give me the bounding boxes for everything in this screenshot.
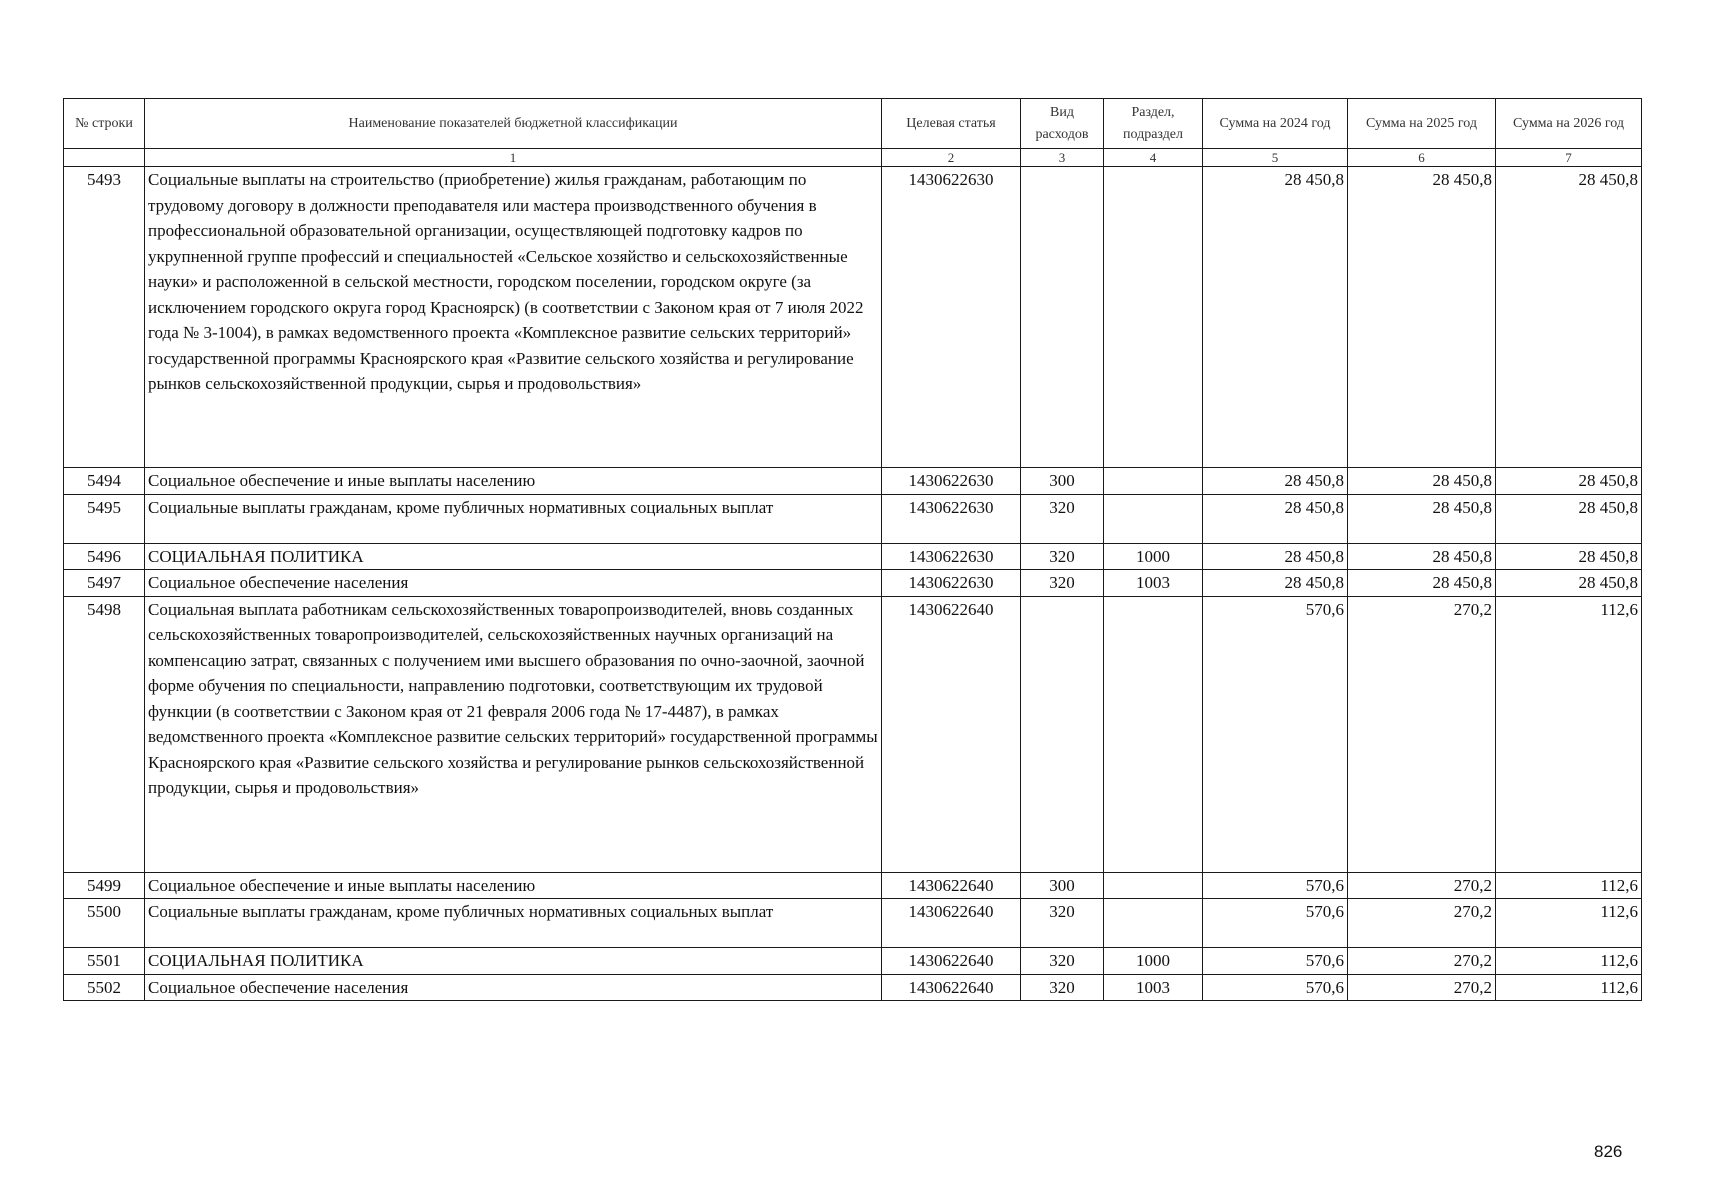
table-row: [64, 974, 1642, 1001]
header-indicator-name: Наименование показателей бюджетной классификации: [145, 99, 882, 149]
section-code: 1000: [1104, 543, 1203, 570]
header-target-article: Целевая статья: [882, 99, 1021, 149]
sum-2024: 570,6: [1203, 596, 1348, 872]
column-number: 5: [1203, 149, 1348, 167]
header-section: Раздел, подраздел: [1104, 99, 1203, 149]
section-code: 1003: [1104, 974, 1203, 1001]
table-row: [64, 468, 1642, 495]
row-number: 5496: [64, 543, 145, 570]
sum-2026: 28 450,8: [1496, 468, 1642, 495]
sum-2026: 112,6: [1496, 948, 1642, 975]
sum-2025: 270,2: [1348, 872, 1496, 899]
target-article: 1430622640: [882, 974, 1021, 1001]
section-code: [1104, 899, 1203, 948]
expense-type: 320: [1021, 494, 1104, 543]
table-row: [64, 167, 1642, 468]
target-article: 1430622640: [882, 596, 1021, 872]
sum-2025: 270,2: [1348, 974, 1496, 1001]
sum-2026: 112,6: [1496, 899, 1642, 948]
indicator-name: Социальные выплаты на строительство (приобретение) жилья гражданам, работающим по трудовому договору в должности преподавателя или мастера производственного обучения в профессиональной образовательной организации, осуществляющей подготовку кадров по укрупненной группе профессий и специальностей «Сельское хозяйство и сельскохозяйственные науки» и расположенной в сельской местности, городском поселении, городском округе (за исключением городского округа город Красноярск) (в соответствии с Законом края от 7 июля 2022 года № 3-1004), в рамках ведомственного проекта «Комплексное развитие сельских территорий» государственной программы Красноярского края «Развитие сельского хозяйства и регулирование рынков сельскохозяйственной продукции, сырья и продовольствия»: [145, 167, 882, 468]
budget-table: [63, 98, 1642, 1001]
expense-type: [1021, 596, 1104, 872]
sum-2025: 28 450,8: [1348, 543, 1496, 570]
sum-2026: 28 450,8: [1496, 494, 1642, 543]
sum-2026: 28 450,8: [1496, 167, 1642, 468]
row-number: 5495: [64, 494, 145, 543]
target-article: 1430622640: [882, 899, 1021, 948]
indicator-name: Социальные выплаты гражданам, кроме публичных нормативных социальных выплат: [145, 899, 882, 948]
indicator-name: Социальное обеспечение населения: [145, 974, 882, 1001]
table-row: [64, 899, 1642, 948]
section-code: [1104, 596, 1203, 872]
sum-2026: 112,6: [1496, 596, 1642, 872]
table-body: [64, 167, 1642, 1001]
expense-type: 300: [1021, 468, 1104, 495]
section-code: 1000: [1104, 948, 1203, 975]
section-code: 1003: [1104, 570, 1203, 597]
row-number: 5493: [64, 167, 145, 468]
target-article: 1430622630: [882, 543, 1021, 570]
table-header: [64, 99, 1642, 167]
table-row: [64, 494, 1642, 543]
header-row-number: № строки: [64, 99, 145, 149]
row-number: 5501: [64, 948, 145, 975]
expense-type: 320: [1021, 948, 1104, 975]
expense-type: 320: [1021, 543, 1104, 570]
column-number: 7: [1496, 149, 1642, 167]
table-row: [64, 948, 1642, 975]
sum-2026: 28 450,8: [1496, 543, 1642, 570]
indicator-name: Социальная выплата работникам сельскохозяйственных товаропроизводителей, вновь созданных сельскохозяйственных товаропроизводителей, сельскохозяйственных научных организаций на компенсацию затрат, связанных с получением ими высшего образования по очно-заочной, заочной форме обучения по специальности, направлению подготовки, соответствующим их трудовой функции (в соответствии с Законом края от 21 февраля 2006 года № 17-4487), в рамках ведомственного проекта «Комплексное развитие сельских территорий» государственной программы Красноярского края «Развитие сельского хозяйства и регулирование рынков сельскохозяйственной продукции, сырья и продовольствия»: [145, 596, 882, 872]
sum-2024: 570,6: [1203, 974, 1348, 1001]
column-number: 1: [145, 149, 882, 167]
sum-2025: 270,2: [1348, 899, 1496, 948]
sum-2024: 28 450,8: [1203, 494, 1348, 543]
indicator-name: Социальное обеспечение и иные выплаты населению: [145, 468, 882, 495]
header-row: [64, 99, 1642, 149]
header-sum-2024: Сумма на 2024 год: [1203, 99, 1348, 149]
target-article: 1430622630: [882, 167, 1021, 468]
column-number: 6: [1348, 149, 1496, 167]
sum-2024: 28 450,8: [1203, 167, 1348, 468]
sum-2024: 570,6: [1203, 899, 1348, 948]
expense-type: [1021, 167, 1104, 468]
sum-2026: 112,6: [1496, 872, 1642, 899]
sum-2024: 28 450,8: [1203, 468, 1348, 495]
indicator-name: Социальные выплаты гражданам, кроме публичных нормативных социальных выплат: [145, 494, 882, 543]
row-number: 5498: [64, 596, 145, 872]
table-row: [64, 570, 1642, 597]
sum-2026: 112,6: [1496, 974, 1642, 1001]
column-number: 2: [882, 149, 1021, 167]
indicator-name: Социальное обеспечение и иные выплаты населению: [145, 872, 882, 899]
target-article: 1430622640: [882, 948, 1021, 975]
table-row: [64, 543, 1642, 570]
table-row: [64, 872, 1642, 899]
indicator-name: Социальное обеспечение населения: [145, 570, 882, 597]
header-expense-type: Вид расходов: [1021, 99, 1104, 149]
section-code: [1104, 167, 1203, 468]
row-number: 5499: [64, 872, 145, 899]
header-sum-2026: Сумма на 2026 год: [1496, 99, 1642, 149]
column-number: 4: [1104, 149, 1203, 167]
expense-type: 300: [1021, 872, 1104, 899]
target-article: 1430622630: [882, 494, 1021, 543]
target-article: 1430622640: [882, 872, 1021, 899]
column-number: [64, 149, 145, 167]
row-number: 5500: [64, 899, 145, 948]
sum-2024: 570,6: [1203, 948, 1348, 975]
sum-2024: 28 450,8: [1203, 543, 1348, 570]
expense-type: 320: [1021, 899, 1104, 948]
row-number: 5494: [64, 468, 145, 495]
page-number: 826: [1594, 1142, 1623, 1161]
sum-2026: 28 450,8: [1496, 570, 1642, 597]
target-article: 1430622630: [882, 468, 1021, 495]
row-number: 5497: [64, 570, 145, 597]
section-code: [1104, 494, 1203, 543]
column-numbers-row: [64, 149, 1642, 167]
target-article: 1430622630: [882, 570, 1021, 597]
header-sum-2025: Сумма на 2025 год: [1348, 99, 1496, 149]
sum-2025: 28 450,8: [1348, 494, 1496, 543]
sum-2025: 270,2: [1348, 948, 1496, 975]
sum-2024: 28 450,8: [1203, 570, 1348, 597]
expense-type: 320: [1021, 974, 1104, 1001]
sum-2025: 28 450,8: [1348, 570, 1496, 597]
sum-2024: 570,6: [1203, 872, 1348, 899]
sum-2025: 28 450,8: [1348, 468, 1496, 495]
section-code: [1104, 872, 1203, 899]
indicator-name: СОЦИАЛЬНАЯ ПОЛИТИКА: [145, 543, 882, 570]
row-number: 5502: [64, 974, 145, 1001]
section-code: [1104, 468, 1203, 495]
sum-2025: 28 450,8: [1348, 167, 1496, 468]
sum-2025: 270,2: [1348, 596, 1496, 872]
column-number: 3: [1021, 149, 1104, 167]
table-row: [64, 596, 1642, 872]
expense-type: 320: [1021, 570, 1104, 597]
indicator-name: СОЦИАЛЬНАЯ ПОЛИТИКА: [145, 948, 882, 975]
